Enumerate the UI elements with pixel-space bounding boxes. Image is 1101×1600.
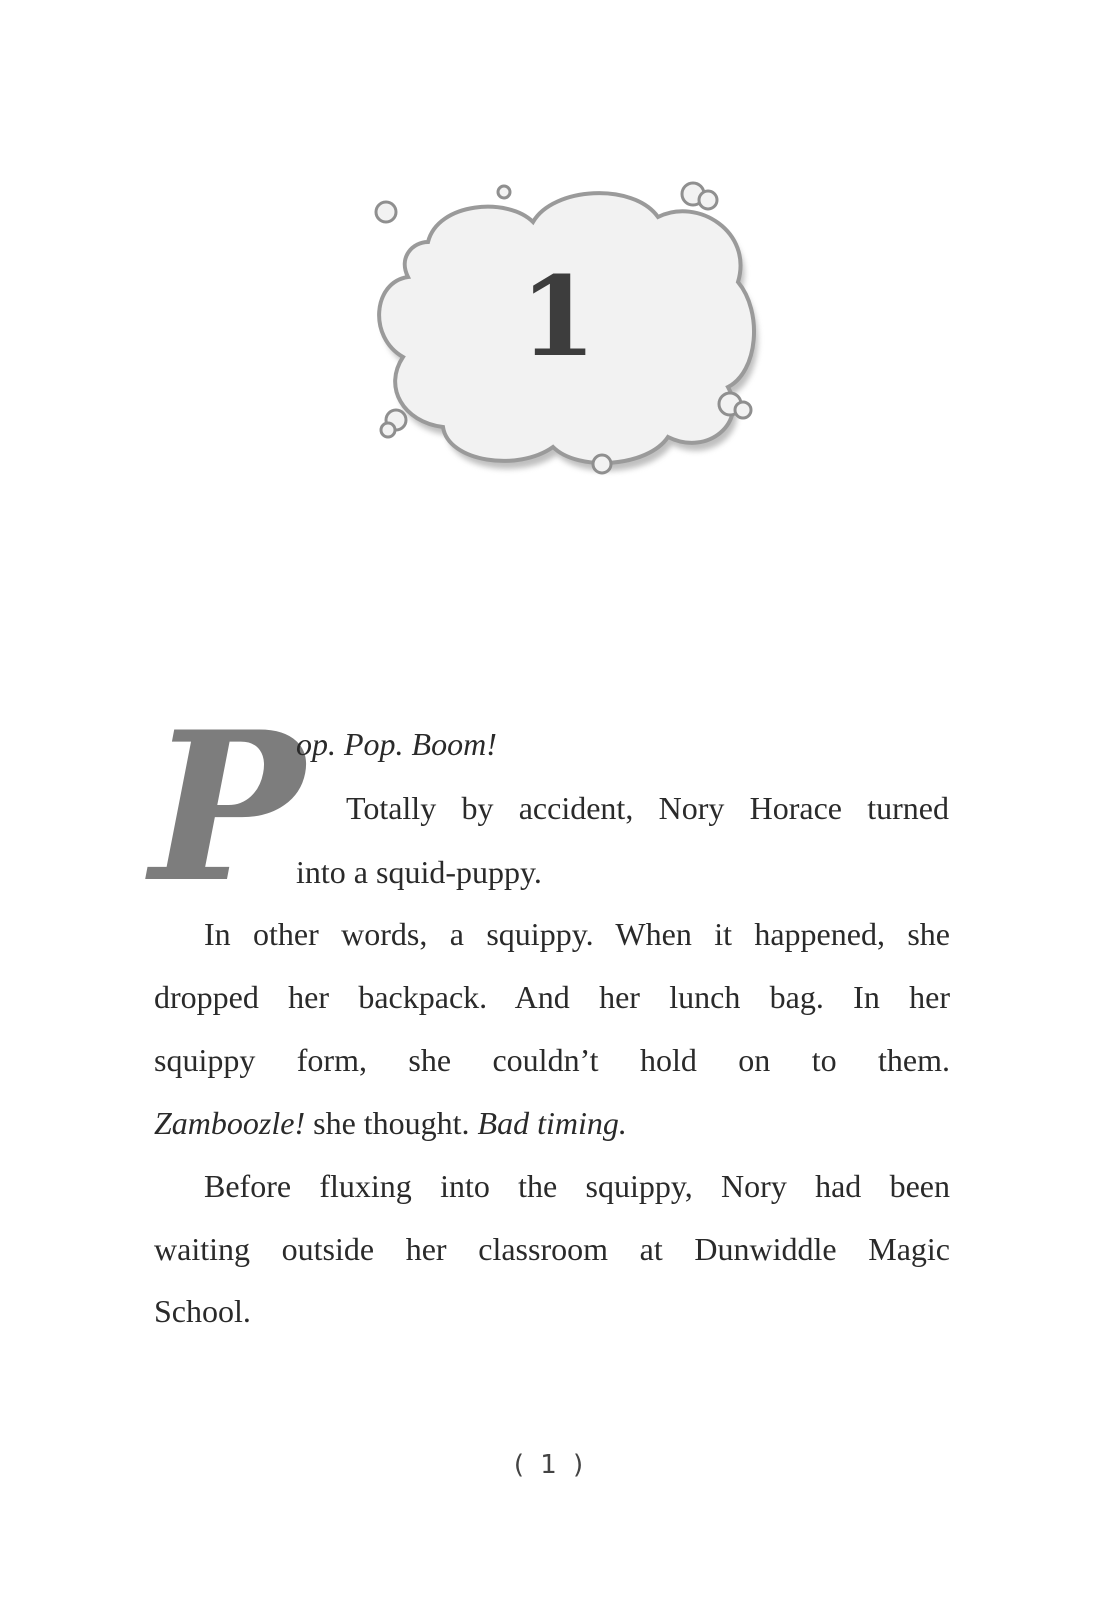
exclamation-zamboozle: Zamboozle! — [154, 1105, 306, 1141]
chapter-number: 1 — [519, 252, 597, 381]
text-line-3: into a squid-puppy. — [296, 854, 542, 890]
text-line-4: In other words, a squippy. When it happened, she — [204, 916, 950, 952]
page-number: ( 1 ) — [513, 1450, 588, 1480]
bad-timing: Bad timing. — [477, 1105, 627, 1141]
text-line-1: op. Pop. Boom! — [296, 726, 497, 762]
drop-cap-letter: P — [150, 688, 305, 928]
text-line-10: School. — [154, 1293, 251, 1329]
text-line-5: dropped her backpack. And her lunch bag. In her — [154, 979, 950, 1015]
she-thought: she thought. — [305, 1105, 478, 1141]
text-line-9: waiting outside her classroom at Dunwiddle Magic — [154, 1231, 950, 1267]
text-line-8: Before fluxing into the squippy, Nory had been — [204, 1168, 950, 1204]
text-line-2: Totally by accident, Nory Horace turned — [346, 790, 949, 826]
text-line-7 — [154, 1103, 627, 1143]
text-line-6: squippy form, she couldn’t hold on to them. — [154, 1042, 950, 1078]
